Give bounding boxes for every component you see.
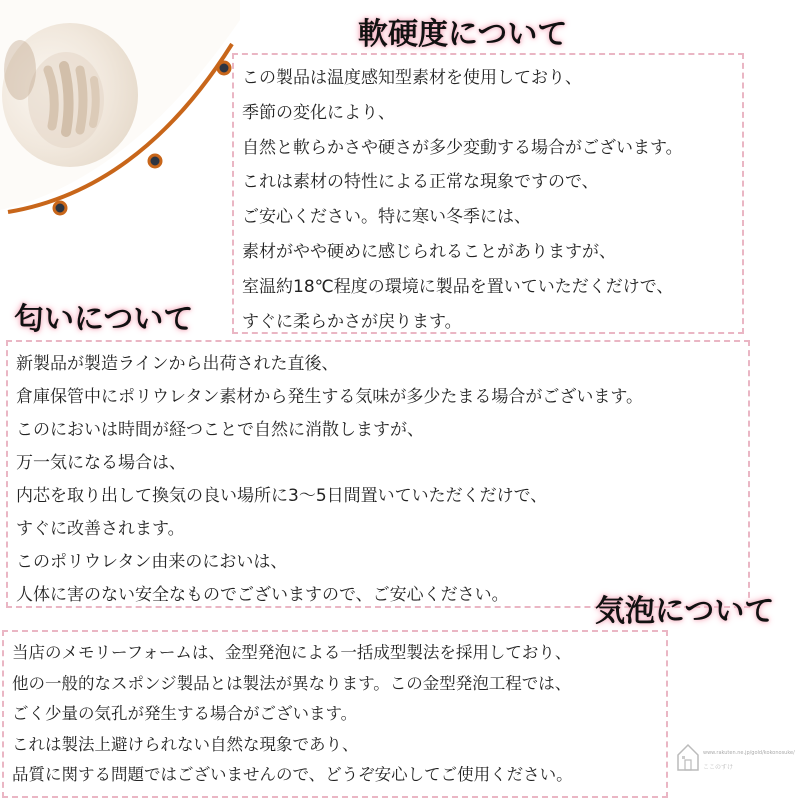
text-line: 万一気になる場合は、 bbox=[16, 453, 186, 473]
text-line: 室温約18℃程度の環境に製品を置いていただくだけで、 bbox=[242, 276, 674, 297]
text-line: 他の一般的なスポンジ製品とは製法が異なります。この金型発泡工程では、 bbox=[12, 673, 572, 693]
curve-dot bbox=[54, 202, 66, 214]
section-heading-odor: 匂いについて bbox=[14, 302, 194, 337]
house-logo-icon bbox=[676, 742, 700, 772]
section-box-bubbles bbox=[2, 630, 668, 798]
section-box-hardness bbox=[232, 53, 744, 334]
text-line: ご安心ください。特に寒い冬季には、 bbox=[242, 207, 531, 228]
text-line: この製品は温度感知型素材を使用しており、 bbox=[242, 68, 582, 88]
text-line: このポリウレタン由来のにおいは、 bbox=[16, 552, 288, 572]
text-line: 倉庫保管中にポリウレタン素材から発生する気味が多少たまる場合がございます。 bbox=[16, 387, 643, 407]
section-heading-bubbles: 気泡について bbox=[595, 594, 775, 629]
text-line: 内芯を取り出して換気の良い場所に3〜5日間置いていただくだけで、 bbox=[16, 486, 548, 506]
section-heading-hardness: 軟硬度について bbox=[358, 17, 568, 52]
footer-brand: ここのすけ bbox=[703, 764, 734, 771]
text-line: 当店のメモリーフォームは、金型発泡による一括成型製法を採用しており、 bbox=[12, 643, 572, 662]
text-line: 季節の変化により、 bbox=[242, 102, 395, 123]
text-line: これは素材の特性による正常な現象ですので、 bbox=[242, 172, 599, 193]
text-line: 人体に害のない安全なものでございますので、ご安心ください。 bbox=[16, 585, 509, 605]
memory-foam-illustration bbox=[0, 0, 240, 230]
text-line: ごく少量の気孔が発生する場合がございます。 bbox=[12, 704, 358, 723]
text-line: 素材がやや硬めに感じられることがありますが、 bbox=[242, 241, 616, 262]
text-line: すぐに柔らかさが戻ります。 bbox=[242, 311, 462, 332]
memory-foam-photo bbox=[0, 0, 240, 230]
curve-dot bbox=[218, 62, 230, 74]
text-line: 新製品が製造ラインから出荷された直後、 bbox=[16, 354, 339, 374]
text-line: これは製法上避けられない自然な現象であり、 bbox=[12, 734, 359, 754]
text-line: 自然と軟らかさや硬さが多少変動する場合がございます。 bbox=[242, 137, 683, 158]
curve-dot bbox=[149, 155, 161, 167]
text-line: すぐに改善されます。 bbox=[16, 519, 185, 539]
text-line: このにおいは時間が経つことで自然に消散しますが、 bbox=[16, 420, 424, 440]
text-line: 品質に関する問題ではございませんので、どうぞ安心してご使用ください。 bbox=[12, 765, 573, 784]
footer-url: www.rakuten.ne.jp/gold/kokonosuke/ bbox=[703, 750, 795, 756]
section-box-odor bbox=[6, 340, 750, 608]
